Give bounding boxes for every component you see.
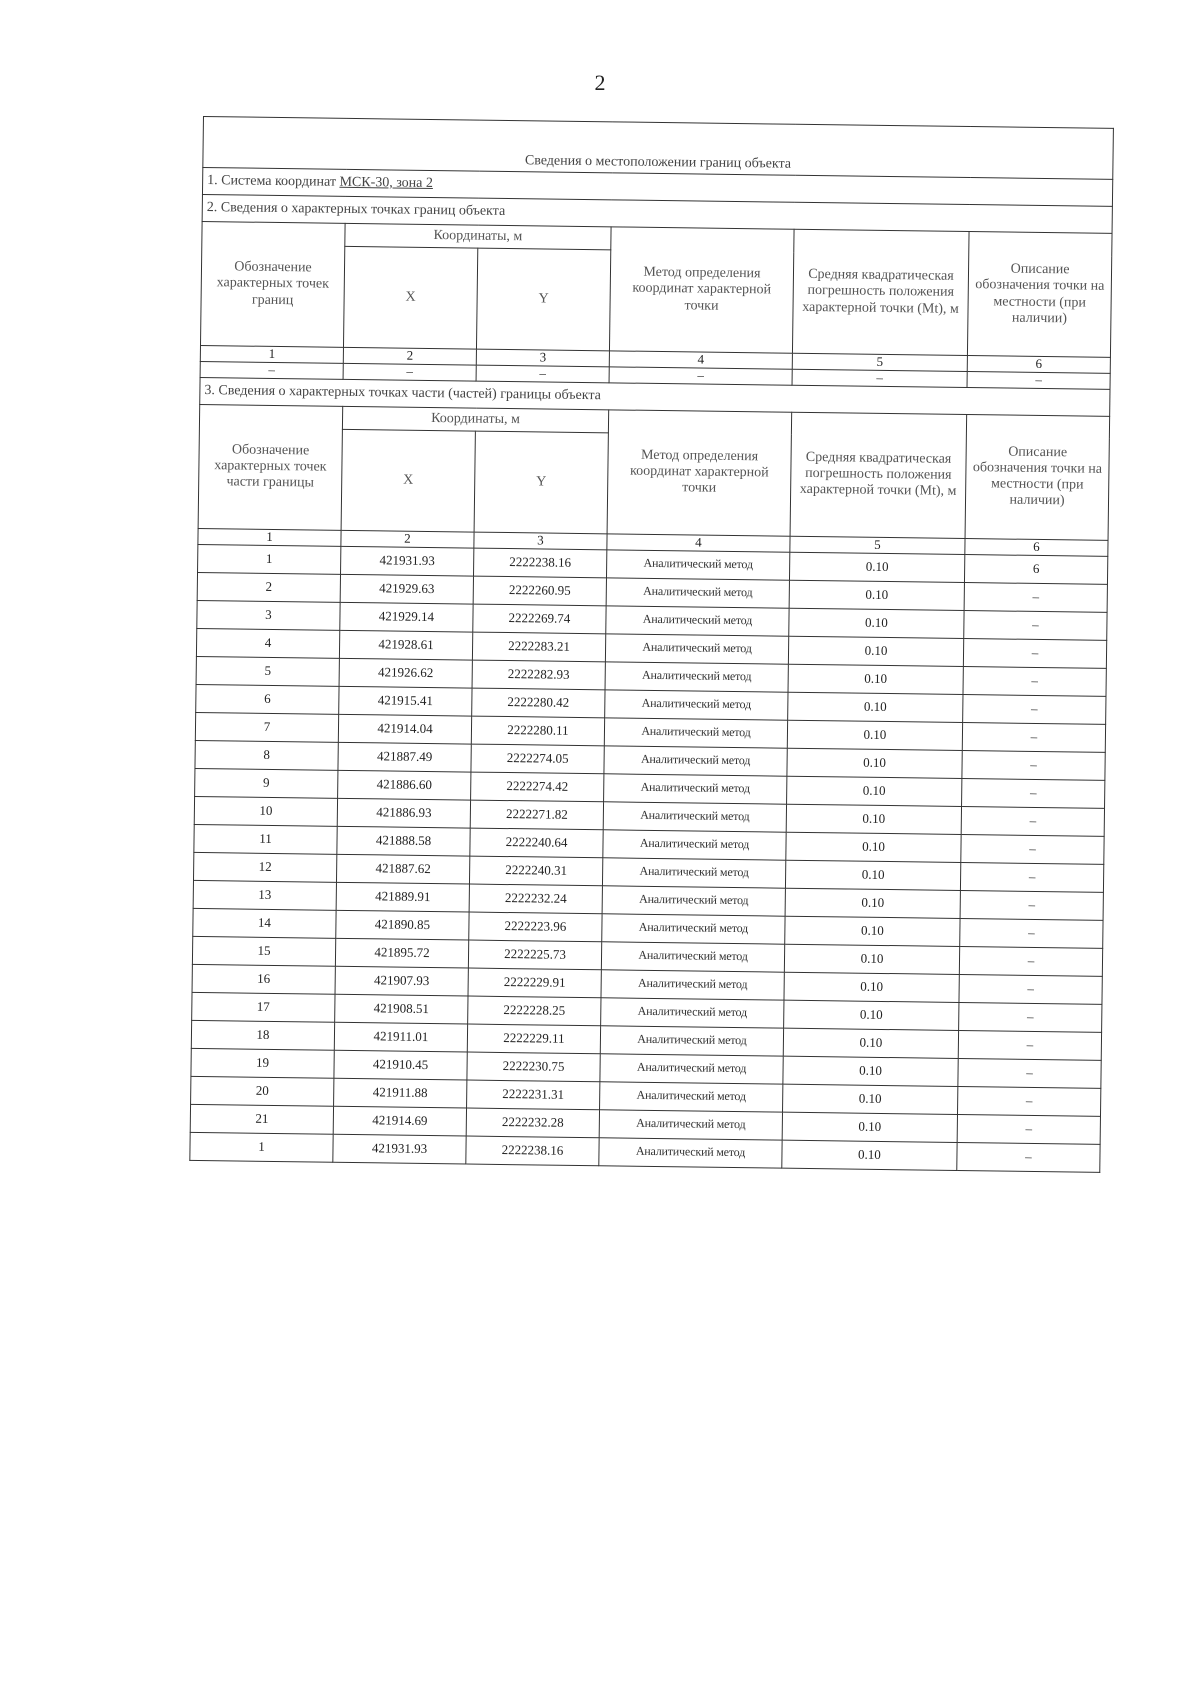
desc-cell: –: [963, 666, 1106, 696]
error-cell: 0.10: [788, 692, 963, 722]
point-cell: 3: [197, 600, 340, 630]
y-cell: 2222231.31: [467, 1080, 600, 1110]
part-coords-header: Координаты, м: [342, 406, 608, 432]
x-cell: 421911.88: [334, 1078, 467, 1108]
part-point-header: Обозначение характерных точек части границы: [198, 404, 343, 530]
point-cell: 15: [192, 936, 335, 966]
desc-cell: –: [958, 1030, 1101, 1060]
section3-heading: 3. Сведения о характерных точках части (частей) границы объекта: [200, 377, 1110, 416]
point-cell: 4: [196, 628, 339, 658]
point-cell: 13: [193, 880, 336, 910]
y-cell: 2222232.28: [466, 1108, 599, 1138]
method-cell: Аналитический метод: [603, 802, 786, 832]
x-cell: 421907.93: [335, 966, 468, 996]
dash-cell: –: [343, 363, 476, 381]
col-number: 1: [200, 345, 343, 363]
x-cell: 421911.01: [334, 1022, 467, 1052]
point-cell: 8: [195, 740, 338, 770]
method-cell: Аналитический метод: [601, 942, 784, 972]
boundary-document: [189, 116, 1113, 1173]
error-cell: 0.10: [783, 1056, 958, 1086]
col-number: 1: [198, 528, 341, 546]
col-number: 3: [474, 532, 607, 550]
page-number: 2: [594, 70, 606, 95]
part-x-header: X: [341, 429, 475, 532]
error-cell: 0.10: [785, 916, 960, 946]
x-cell: 421928.61: [339, 630, 472, 660]
error-cell: 0.10: [782, 1112, 957, 1142]
point-cell: 12: [193, 852, 336, 882]
desc-cell: –: [960, 862, 1103, 892]
method-cell: Аналитический метод: [603, 830, 786, 860]
error-cell: 0.10: [785, 860, 960, 890]
col-number: 2: [343, 347, 476, 365]
document-title: Сведения о местоположении границ объекта: [203, 117, 1114, 180]
y-cell: 2222240.64: [470, 828, 603, 858]
col-number: 2: [341, 530, 474, 548]
method-cell: Аналитический метод: [600, 1054, 783, 1084]
desc-cell: –: [959, 946, 1102, 976]
coordinate-system-value: МСК-30, зона 2: [339, 174, 434, 191]
col-number: 5: [790, 536, 965, 554]
y-cell: 2222238.16: [466, 1136, 599, 1166]
desc-cell: –: [959, 1002, 1102, 1032]
method-cell: Аналитический метод: [599, 1110, 782, 1140]
y-cell: 2222269.74: [473, 604, 606, 634]
error-header: Средняя квадратическая погрешность положения характерной точки (Mt), м: [792, 229, 969, 355]
point-cell: 10: [194, 796, 337, 826]
y-cell: 2222229.91: [468, 968, 601, 998]
point-cell: 6: [196, 684, 339, 714]
y-cell: 2222274.05: [471, 744, 604, 774]
point-cell: 7: [195, 712, 338, 742]
error-cell: 0.10: [788, 636, 963, 666]
error-cell: 0.10: [788, 664, 963, 694]
y-cell: 2222238.16: [474, 548, 607, 578]
desc-cell: –: [959, 974, 1102, 1004]
col-number: 4: [609, 351, 792, 369]
method-cell: Аналитический метод: [602, 914, 785, 944]
part-y-header: Y: [474, 431, 608, 534]
point-cell: 11: [194, 824, 337, 854]
error-cell: 0.10: [787, 776, 962, 806]
coordinate-system-label: 1. Система координат: [207, 173, 340, 190]
method-cell: Аналитический метод: [601, 970, 784, 1000]
desc-cell: –: [961, 834, 1104, 864]
col-number: 6: [965, 538, 1108, 556]
y-header: Y: [476, 248, 610, 351]
method-cell: Аналитический метод: [606, 606, 789, 636]
desc-cell: –: [960, 918, 1103, 948]
x-cell: 421926.62: [339, 658, 472, 688]
point-cell: 2: [197, 572, 340, 602]
part-error-header: Средняя квадратическая погрешность положения характерной точки (Mt), м: [790, 412, 967, 538]
desc-cell: –: [962, 778, 1105, 808]
y-cell: 2222260.95: [473, 576, 606, 606]
point-cell: 18: [191, 1020, 334, 1050]
y-cell: 2222271.82: [470, 800, 603, 830]
method-cell: Аналитический метод: [606, 550, 789, 580]
x-cell: 421889.91: [336, 882, 469, 912]
error-cell: 0.10: [789, 580, 964, 610]
col-number: 6: [967, 356, 1110, 374]
desc-cell: –: [964, 610, 1107, 640]
desc-cell: –: [957, 1142, 1100, 1172]
col-number: 3: [476, 349, 609, 367]
boundary-table: [189, 116, 1114, 1173]
point-cell: 19: [191, 1048, 334, 1078]
method-cell: Аналитический метод: [600, 1026, 783, 1056]
dash-cell: –: [792, 369, 967, 387]
method-cell: Аналитический метод: [602, 886, 785, 916]
y-cell: 2222280.11: [471, 716, 604, 746]
y-cell: 2222274.42: [471, 772, 604, 802]
y-cell: 2222282.93: [472, 660, 605, 690]
section2-heading: 2. Сведения о характерных точках границ объекта: [202, 194, 1112, 233]
part-method-header: Метод определения координат характерной точки: [607, 410, 792, 536]
col-number: 5: [792, 353, 967, 371]
error-cell: 0.10: [786, 832, 961, 862]
desc-header: Описание обозначения точки на местности (при наличии): [967, 232, 1112, 358]
desc-cell: –: [963, 694, 1106, 724]
desc-cell: –: [962, 750, 1105, 780]
error-cell: 0.10: [787, 720, 962, 750]
method-cell: Аналитический метод: [605, 690, 788, 720]
error-cell: 0.10: [783, 1028, 958, 1058]
x-cell: 421914.69: [333, 1106, 466, 1136]
x-cell: 421929.63: [340, 574, 473, 604]
x-cell: 421888.58: [337, 826, 470, 856]
y-cell: 2222240.31: [469, 856, 602, 886]
error-cell: 0.10: [784, 1000, 959, 1030]
y-cell: 2222229.11: [467, 1024, 600, 1054]
desc-cell: –: [964, 582, 1107, 612]
y-cell: 2222228.25: [468, 996, 601, 1026]
x-cell: 421886.60: [338, 770, 471, 800]
dash-cell: –: [967, 371, 1110, 389]
point-cell: 1: [198, 544, 341, 574]
point-header: Обозначение характерных точек границ: [200, 221, 345, 347]
y-cell: 2222223.96: [469, 912, 602, 942]
point-cell: 14: [193, 908, 336, 938]
method-cell: Аналитический метод: [601, 998, 784, 1028]
method-cell: Аналитический метод: [605, 634, 788, 664]
y-cell: 2222283.21: [472, 632, 605, 662]
desc-cell: –: [963, 638, 1106, 668]
col-number: 4: [607, 534, 790, 552]
error-cell: 0.10: [785, 888, 960, 918]
x-cell: 421910.45: [334, 1050, 467, 1080]
desc-cell: –: [962, 722, 1105, 752]
error-cell: 0.10: [783, 1084, 958, 1114]
dash-cell: –: [200, 361, 343, 379]
x-cell: 421908.51: [335, 994, 468, 1024]
point-cell: 21: [190, 1104, 333, 1134]
y-cell: 2222225.73: [468, 940, 601, 970]
x-cell: 421914.04: [338, 714, 471, 744]
desc-cell: 6: [964, 554, 1107, 584]
point-cell: 9: [195, 768, 338, 798]
x-cell: 421915.41: [339, 686, 472, 716]
x-cell: 421931.93: [341, 546, 474, 576]
desc-cell: –: [957, 1114, 1100, 1144]
error-cell: 0.10: [786, 804, 961, 834]
error-cell: 0.10: [784, 944, 959, 974]
x-cell: 421886.93: [337, 798, 470, 828]
method-cell: Аналитический метод: [599, 1138, 782, 1168]
point-cell: 1: [190, 1132, 333, 1162]
error-cell: 0.10: [787, 748, 962, 778]
desc-cell: –: [957, 1086, 1100, 1116]
point-cell: 16: [192, 964, 335, 994]
point-cell: 5: [196, 656, 339, 686]
method-cell: Аналитический метод: [604, 746, 787, 776]
method-header: Метод определения координат характерной точки: [609, 227, 794, 353]
dash-cell: –: [476, 365, 609, 383]
error-cell: 0.10: [789, 608, 964, 638]
desc-cell: –: [961, 806, 1104, 836]
error-cell: 0.10: [789, 552, 964, 582]
x-cell: 421887.62: [336, 854, 469, 884]
coords-header: Координаты, м: [345, 223, 611, 249]
method-cell: Аналитический метод: [605, 662, 788, 692]
x-header: X: [343, 246, 477, 349]
dash-cell: –: [609, 367, 792, 385]
y-cell: 2222232.24: [469, 884, 602, 914]
desc-cell: –: [958, 1058, 1101, 1088]
part-desc-header: Описание обозначения точки на местности (при наличии): [965, 414, 1110, 540]
method-cell: Аналитический метод: [606, 578, 789, 608]
error-cell: 0.10: [782, 1140, 957, 1170]
x-cell: 421895.72: [335, 938, 468, 968]
method-cell: Аналитический метод: [604, 718, 787, 748]
x-cell: 421890.85: [336, 910, 469, 940]
x-cell: 421929.14: [340, 602, 473, 632]
y-cell: 2222280.42: [472, 688, 605, 718]
y-cell: 2222230.75: [467, 1052, 600, 1082]
desc-cell: –: [960, 890, 1103, 920]
point-cell: 17: [192, 992, 335, 1022]
method-cell: Аналитический метод: [602, 858, 785, 888]
method-cell: Аналитический метод: [600, 1082, 783, 1112]
method-cell: Аналитический метод: [604, 774, 787, 804]
x-cell: 421887.49: [338, 742, 471, 772]
x-cell: 421931.93: [333, 1134, 466, 1164]
error-cell: 0.10: [784, 972, 959, 1002]
point-cell: 20: [191, 1076, 334, 1106]
